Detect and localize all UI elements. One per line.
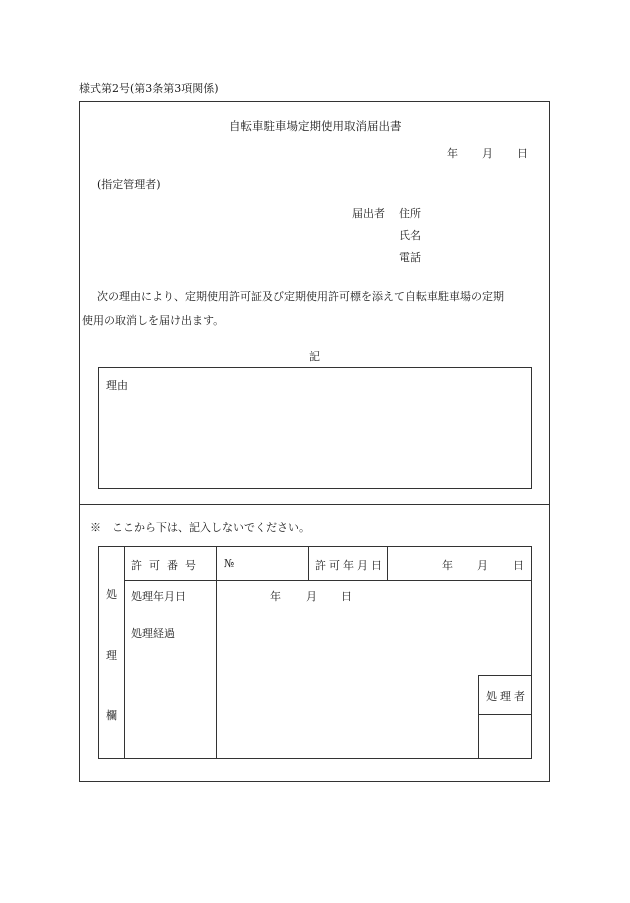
phone-label: 電話: [399, 251, 421, 264]
permit-number-label: 許可番号: [131, 559, 203, 572]
process-date-year: 年: [270, 590, 281, 603]
table-divider: [124, 580, 532, 581]
date-month-label: 月: [482, 147, 493, 160]
applicant-label: 届出者: [352, 207, 385, 220]
side-label-2: 理: [106, 649, 117, 662]
permit-date-label: 許可年月日: [315, 559, 385, 572]
office-use-note: ※ ここから下は、記入しないでください。: [90, 521, 310, 534]
process-date-label: 処理年月日: [131, 590, 186, 603]
addressee: (指定管理者): [97, 178, 161, 191]
permit-number-mark: №: [224, 557, 235, 570]
ki-label: 記: [309, 350, 320, 363]
name-label: 氏名: [399, 229, 421, 242]
permit-date-day: 日: [513, 559, 524, 572]
table-divider: [216, 546, 217, 759]
table-divider: [387, 546, 388, 580]
processor-label: 処理者: [486, 690, 528, 703]
process-date-day: 日: [341, 590, 352, 603]
reason-label: 理由: [106, 379, 128, 392]
process-date-month: 月: [306, 590, 317, 603]
table-divider: [124, 546, 125, 759]
body-text-line1: 次の理由により、定期使用許可証及び定期使用許可標を添えて自転車駐車場の定期: [97, 290, 504, 303]
process-history-label: 処理経過: [131, 627, 175, 640]
reason-box[interactable]: [98, 367, 532, 489]
section-divider: [79, 504, 550, 505]
form-number: 様式第2号(第3条第3項関係): [79, 82, 219, 95]
table-divider: [308, 546, 309, 580]
body-text-line2: 使用の取消しを届け出ます。: [82, 314, 225, 327]
permit-date-month: 月: [477, 559, 488, 572]
side-label-3: 欄: [106, 709, 117, 722]
form-title: 自転車駐車場定期使用取消届出書: [229, 119, 402, 133]
side-label-1: 処: [106, 588, 117, 601]
date-year-label: 年: [447, 147, 458, 160]
permit-date-year: 年: [442, 559, 453, 572]
processing-table: [98, 546, 532, 759]
table-divider: [478, 675, 532, 676]
address-label: 住所: [399, 207, 421, 220]
table-divider: [478, 675, 479, 759]
table-divider: [478, 714, 532, 715]
date-day-label: 日: [517, 147, 528, 160]
